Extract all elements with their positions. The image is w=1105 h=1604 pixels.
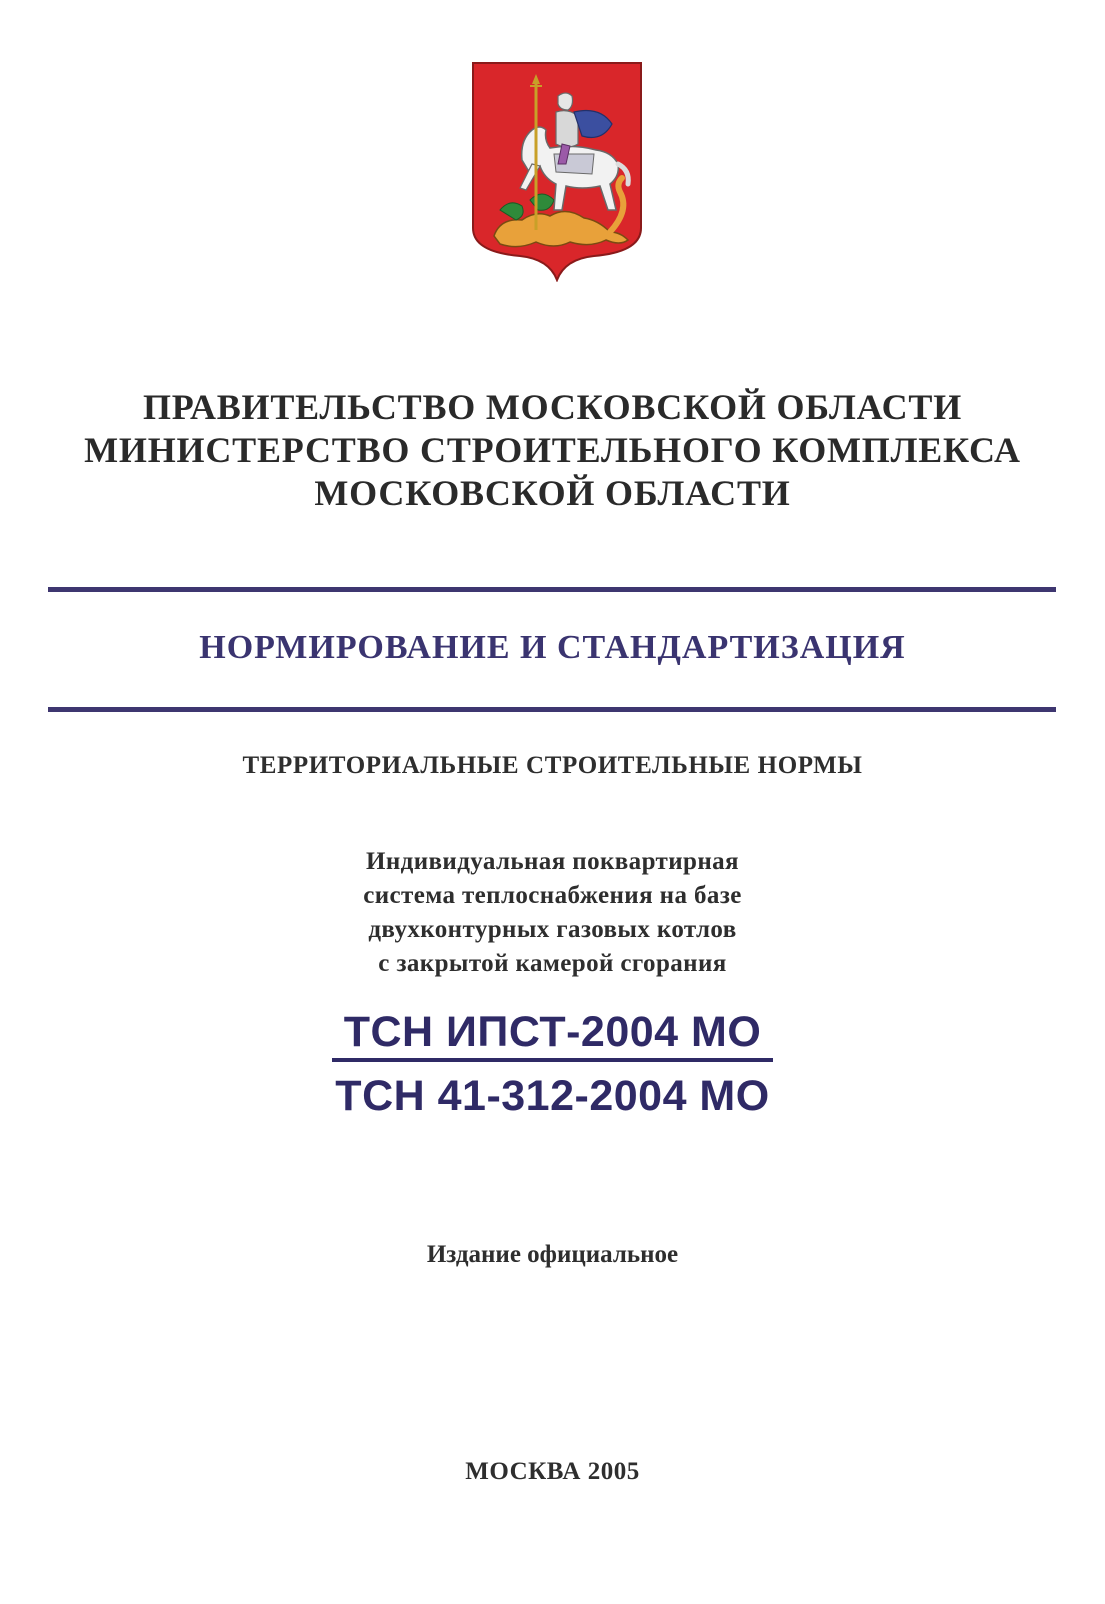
subject-line: система теплоснабжения на базе xyxy=(363,882,742,909)
divider-top xyxy=(48,587,1056,592)
coat-of-arms-emblem xyxy=(470,60,644,282)
document-codes xyxy=(0,1006,1105,1122)
document-code-primary: ТСН ИПСТ-2004 МО xyxy=(332,1006,774,1062)
subject-line: с закрытой камерой сгорания xyxy=(378,950,727,977)
issuing-authority xyxy=(0,386,1105,515)
document-type: ТЕРРИТОРИАЛЬНЫЕ СТРОИТЕЛЬНЫЕ НОРМЫ xyxy=(242,752,863,779)
document-subject xyxy=(0,845,1105,981)
authority-line: МОСКОВСКОЙ ОБЛАСТИ xyxy=(314,473,791,513)
authority-line: ПРАВИТЕЛЬСТВО МОСКОВСКОЙ ОБЛАСТИ xyxy=(142,387,963,427)
authority-line: МИНИСТЕРСТВО СТРОИТЕЛЬНОГО КОМПЛЕКСА xyxy=(84,430,1021,470)
series-title: НОРМИРОВАНИЕ И СТАНДАРТИЗАЦИЯ xyxy=(199,629,906,666)
subject-line: Индивидуальная поквартирная xyxy=(366,848,739,875)
document-code-secondary: ТСН 41-312-2004 МО xyxy=(335,1072,770,1120)
subject-line: двухконтурных газовых котлов xyxy=(368,916,737,943)
publication-place-year: МОСКВА 2005 xyxy=(465,1458,640,1485)
edition-label: Издание официальное xyxy=(426,1241,679,1268)
divider-bottom xyxy=(48,707,1056,712)
